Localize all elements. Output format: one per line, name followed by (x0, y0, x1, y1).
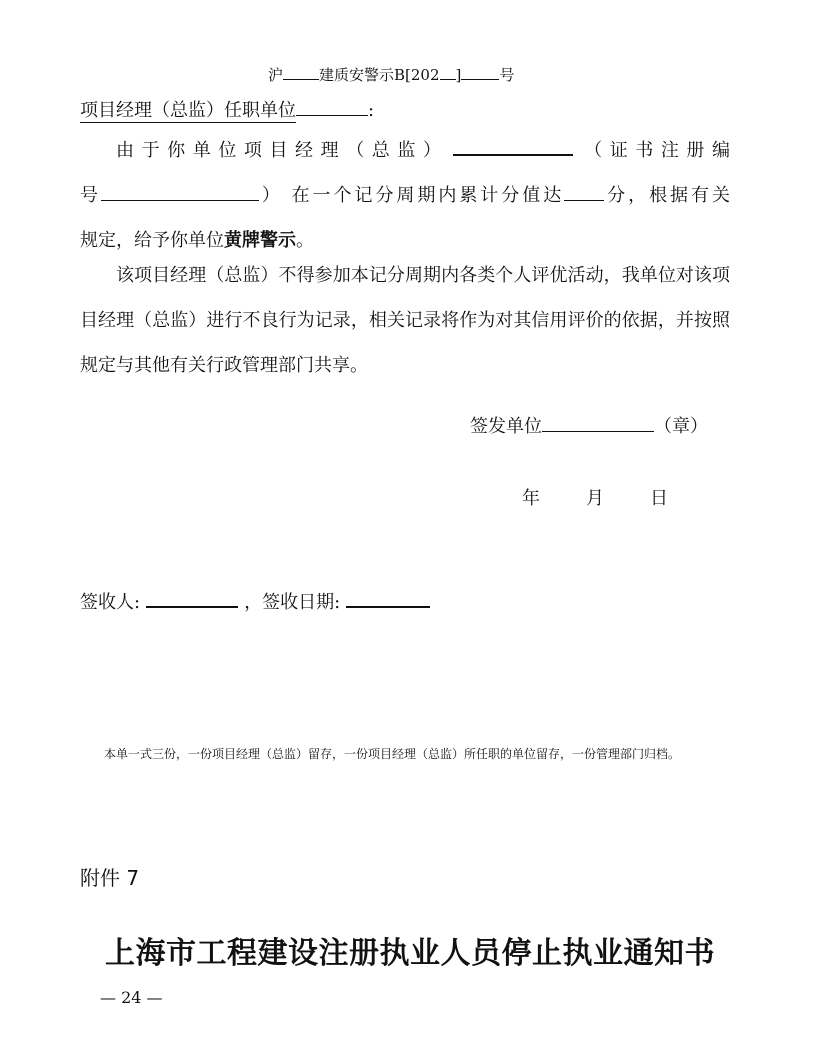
recipient-colon: : (368, 100, 375, 121)
manager-name-blank[interactable] (453, 136, 573, 156)
paragraph-consequence (80, 253, 730, 388)
doc-number-bracket-close: ] (455, 66, 462, 84)
page-number: — 24 — (100, 988, 163, 1007)
copies-note-text: 本单一式三份，一份项目经理（总监）留存，一份项目经理（总监）所任职的单位留存，一份管理部门归档。 (104, 747, 681, 761)
doc-number-blank-1[interactable] (283, 64, 319, 80)
signer-label: 签收人: (80, 592, 141, 613)
doc-number-prefix: 沪 (268, 66, 284, 84)
next-document-title: 上海市工程建设注册执业人员停止执业通知书 (105, 936, 715, 971)
recipient-label: 项目经理（总监）任职单位 (80, 100, 296, 121)
paragraph-warning (80, 128, 730, 263)
yellow-card-warning: 黄牌警示 (224, 230, 296, 251)
certificate-number-blank[interactable] (101, 182, 259, 201)
p1-text-e: 分，根据有关 (604, 185, 730, 206)
doc-number-blank-2[interactable] (440, 64, 456, 80)
recipient-line (80, 96, 374, 122)
issue-date (522, 484, 668, 510)
p1-text-g: 。 (296, 230, 314, 251)
p1-text-a: 由于你单位项目经理（总监） (116, 140, 449, 161)
p1-text-d: ） 在一个记分周期内累计分值达 (258, 185, 565, 206)
date-month: 月 (586, 488, 604, 509)
doc-number-middle: 建质安警示B[202 (319, 66, 440, 84)
paragraph-warning-line-2 (80, 173, 730, 218)
receipt-date-label: ，签收日期: (244, 592, 341, 613)
p1-text-c: 号 (80, 185, 101, 206)
receipt-line (80, 588, 430, 614)
issuer-blank[interactable] (542, 413, 654, 432)
document-number (268, 64, 514, 85)
issuer-label: 签发单位 (470, 416, 542, 437)
doc-number-blank-3[interactable] (461, 64, 499, 80)
issuer-line (470, 412, 708, 438)
recipient-unit-blank[interactable] (296, 97, 368, 116)
attachment-label: 附件 7 (80, 866, 140, 890)
score-blank[interactable] (564, 182, 604, 201)
date-year: 年 (522, 488, 540, 509)
copies-note (80, 740, 732, 768)
p1-text-f: 规定，给予你单位 (80, 230, 224, 251)
receipt-date-blank[interactable] (346, 588, 430, 608)
seal-label: （章） (654, 416, 708, 437)
date-day: 日 (650, 488, 668, 509)
signer-blank[interactable] (146, 588, 238, 608)
doc-number-suffix: 号 (499, 66, 515, 84)
p1-text-b: （证书注册编 (576, 140, 731, 161)
paragraph-warning-line-1 (80, 128, 730, 173)
paragraph-consequence-text: 该项目经理（总监）不得参加本记分周期内各类个人评优活动，我单位对该项目经理（总监）进行不良行为记录，相关记录将作为对其信用评价的依据，并按照规定与其他有关行政管理部门共享。 (80, 265, 730, 376)
